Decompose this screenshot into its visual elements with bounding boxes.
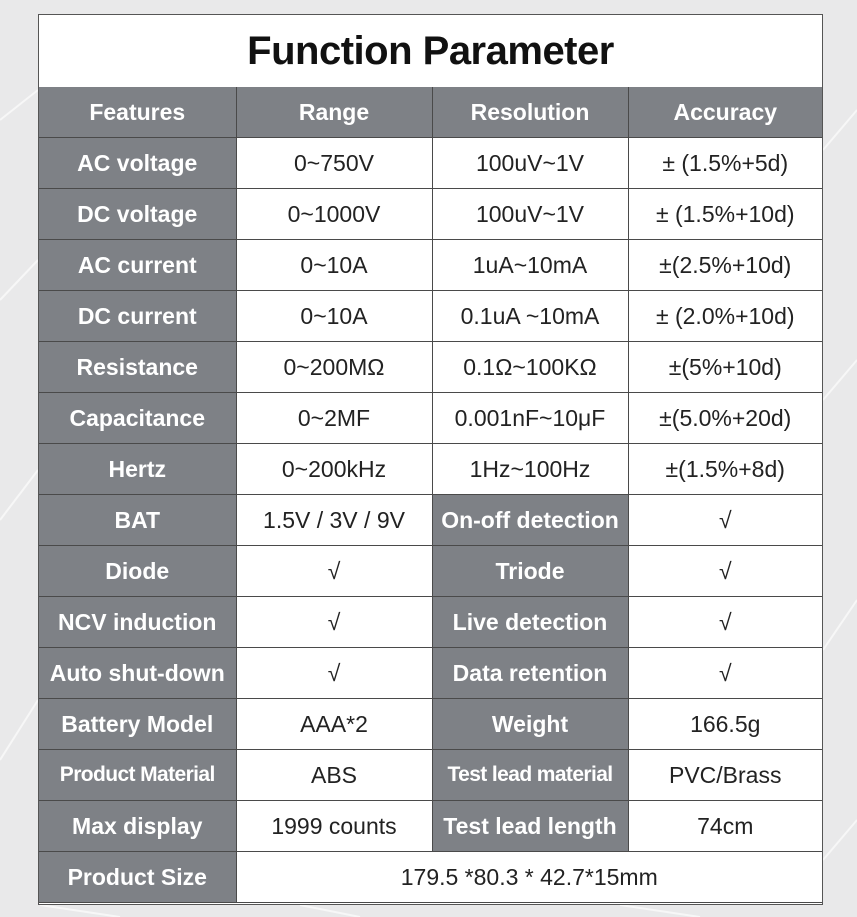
range-value: 0~200kHz [236, 444, 432, 495]
check-mark: √ [628, 495, 822, 546]
table-row [39, 138, 822, 189]
spec-label: Data retention [432, 648, 628, 699]
spec-label: Live detection [432, 597, 628, 648]
resolution-value: 0.1uA ~10mA [432, 291, 628, 342]
accuracy-value: ± (1.5%+10d) [628, 189, 822, 240]
spec-label: Product Material [39, 750, 236, 801]
resolution-value: 100uV~1V [432, 138, 628, 189]
table-row [39, 699, 822, 750]
spec-value: 166.5g [628, 699, 822, 750]
spec-value: 1.5V / 3V / 9V [236, 495, 432, 546]
spec-label: Test lead length [432, 801, 628, 852]
table-row [39, 342, 822, 393]
range-value: 0~10A [236, 291, 432, 342]
accuracy-value: ±(2.5%+10d) [628, 240, 822, 291]
header-features: Features [39, 87, 236, 138]
header-row [39, 87, 822, 138]
table-row [39, 597, 822, 648]
accuracy-value: ± (1.5%+5d) [628, 138, 822, 189]
header-resolution: Resolution [432, 87, 628, 138]
feature-label: Capacitance [39, 393, 236, 444]
spec-value: 74cm [628, 801, 822, 852]
resolution-value: 1Hz~100Hz [432, 444, 628, 495]
table-row [39, 444, 822, 495]
accuracy-value: ±(1.5%+8d) [628, 444, 822, 495]
range-value: 0~200MΩ [236, 342, 432, 393]
spec-label: Battery Model [39, 699, 236, 750]
check-mark: √ [628, 546, 822, 597]
check-mark: √ [628, 597, 822, 648]
table-row [39, 291, 822, 342]
parameter-table [39, 87, 822, 903]
check-mark: √ [628, 648, 822, 699]
feature-label: Resistance [39, 342, 236, 393]
header-range: Range [236, 87, 432, 138]
feature-label: AC current [39, 240, 236, 291]
range-value: 0~750V [236, 138, 432, 189]
range-value: 0~2MF [236, 393, 432, 444]
check-mark: √ [236, 648, 432, 699]
range-value: 0~10A [236, 240, 432, 291]
table-row [39, 393, 822, 444]
table-row [39, 750, 822, 801]
page-title: Function Parameter [39, 15, 822, 88]
spec-label: Weight [432, 699, 628, 750]
spec-label: Max display [39, 801, 236, 852]
spec-value: ABS [236, 750, 432, 801]
parameter-sheet [38, 14, 823, 905]
header-accuracy: Accuracy [628, 87, 822, 138]
feature-label: DC voltage [39, 189, 236, 240]
spec-value: PVC/Brass [628, 750, 822, 801]
check-mark: √ [236, 597, 432, 648]
spec-label: Triode [432, 546, 628, 597]
resolution-value: 100uV~1V [432, 189, 628, 240]
spec-label: Test lead material [432, 750, 628, 801]
table-row [39, 801, 822, 852]
table-row [39, 240, 822, 291]
spec-label: Auto shut-down [39, 648, 236, 699]
accuracy-value: ±(5.0%+20d) [628, 393, 822, 444]
range-value: 0~1000V [236, 189, 432, 240]
accuracy-value: ±(5%+10d) [628, 342, 822, 393]
spec-value: 1999 counts [236, 801, 432, 852]
feature-label: AC voltage [39, 138, 236, 189]
product-size-value: 179.5 *80.3 * 42.7*15mm [236, 852, 822, 903]
table-row [39, 648, 822, 699]
table-row [39, 852, 822, 903]
spec-label: BAT [39, 495, 236, 546]
resolution-value: 1uA~10mA [432, 240, 628, 291]
feature-label: Hertz [39, 444, 236, 495]
resolution-value: 0.001nF~10μF [432, 393, 628, 444]
product-size-label: Product Size [39, 852, 236, 903]
spec-label: On-off detection [432, 495, 628, 546]
check-mark: √ [236, 546, 432, 597]
spec-value: AAA*2 [236, 699, 432, 750]
spec-label: NCV induction [39, 597, 236, 648]
resolution-value: 0.1Ω~100KΩ [432, 342, 628, 393]
spec-label: Diode [39, 546, 236, 597]
table-row [39, 189, 822, 240]
feature-label: DC current [39, 291, 236, 342]
table-row [39, 495, 822, 546]
accuracy-value: ± (2.0%+10d) [628, 291, 822, 342]
table-row [39, 546, 822, 597]
